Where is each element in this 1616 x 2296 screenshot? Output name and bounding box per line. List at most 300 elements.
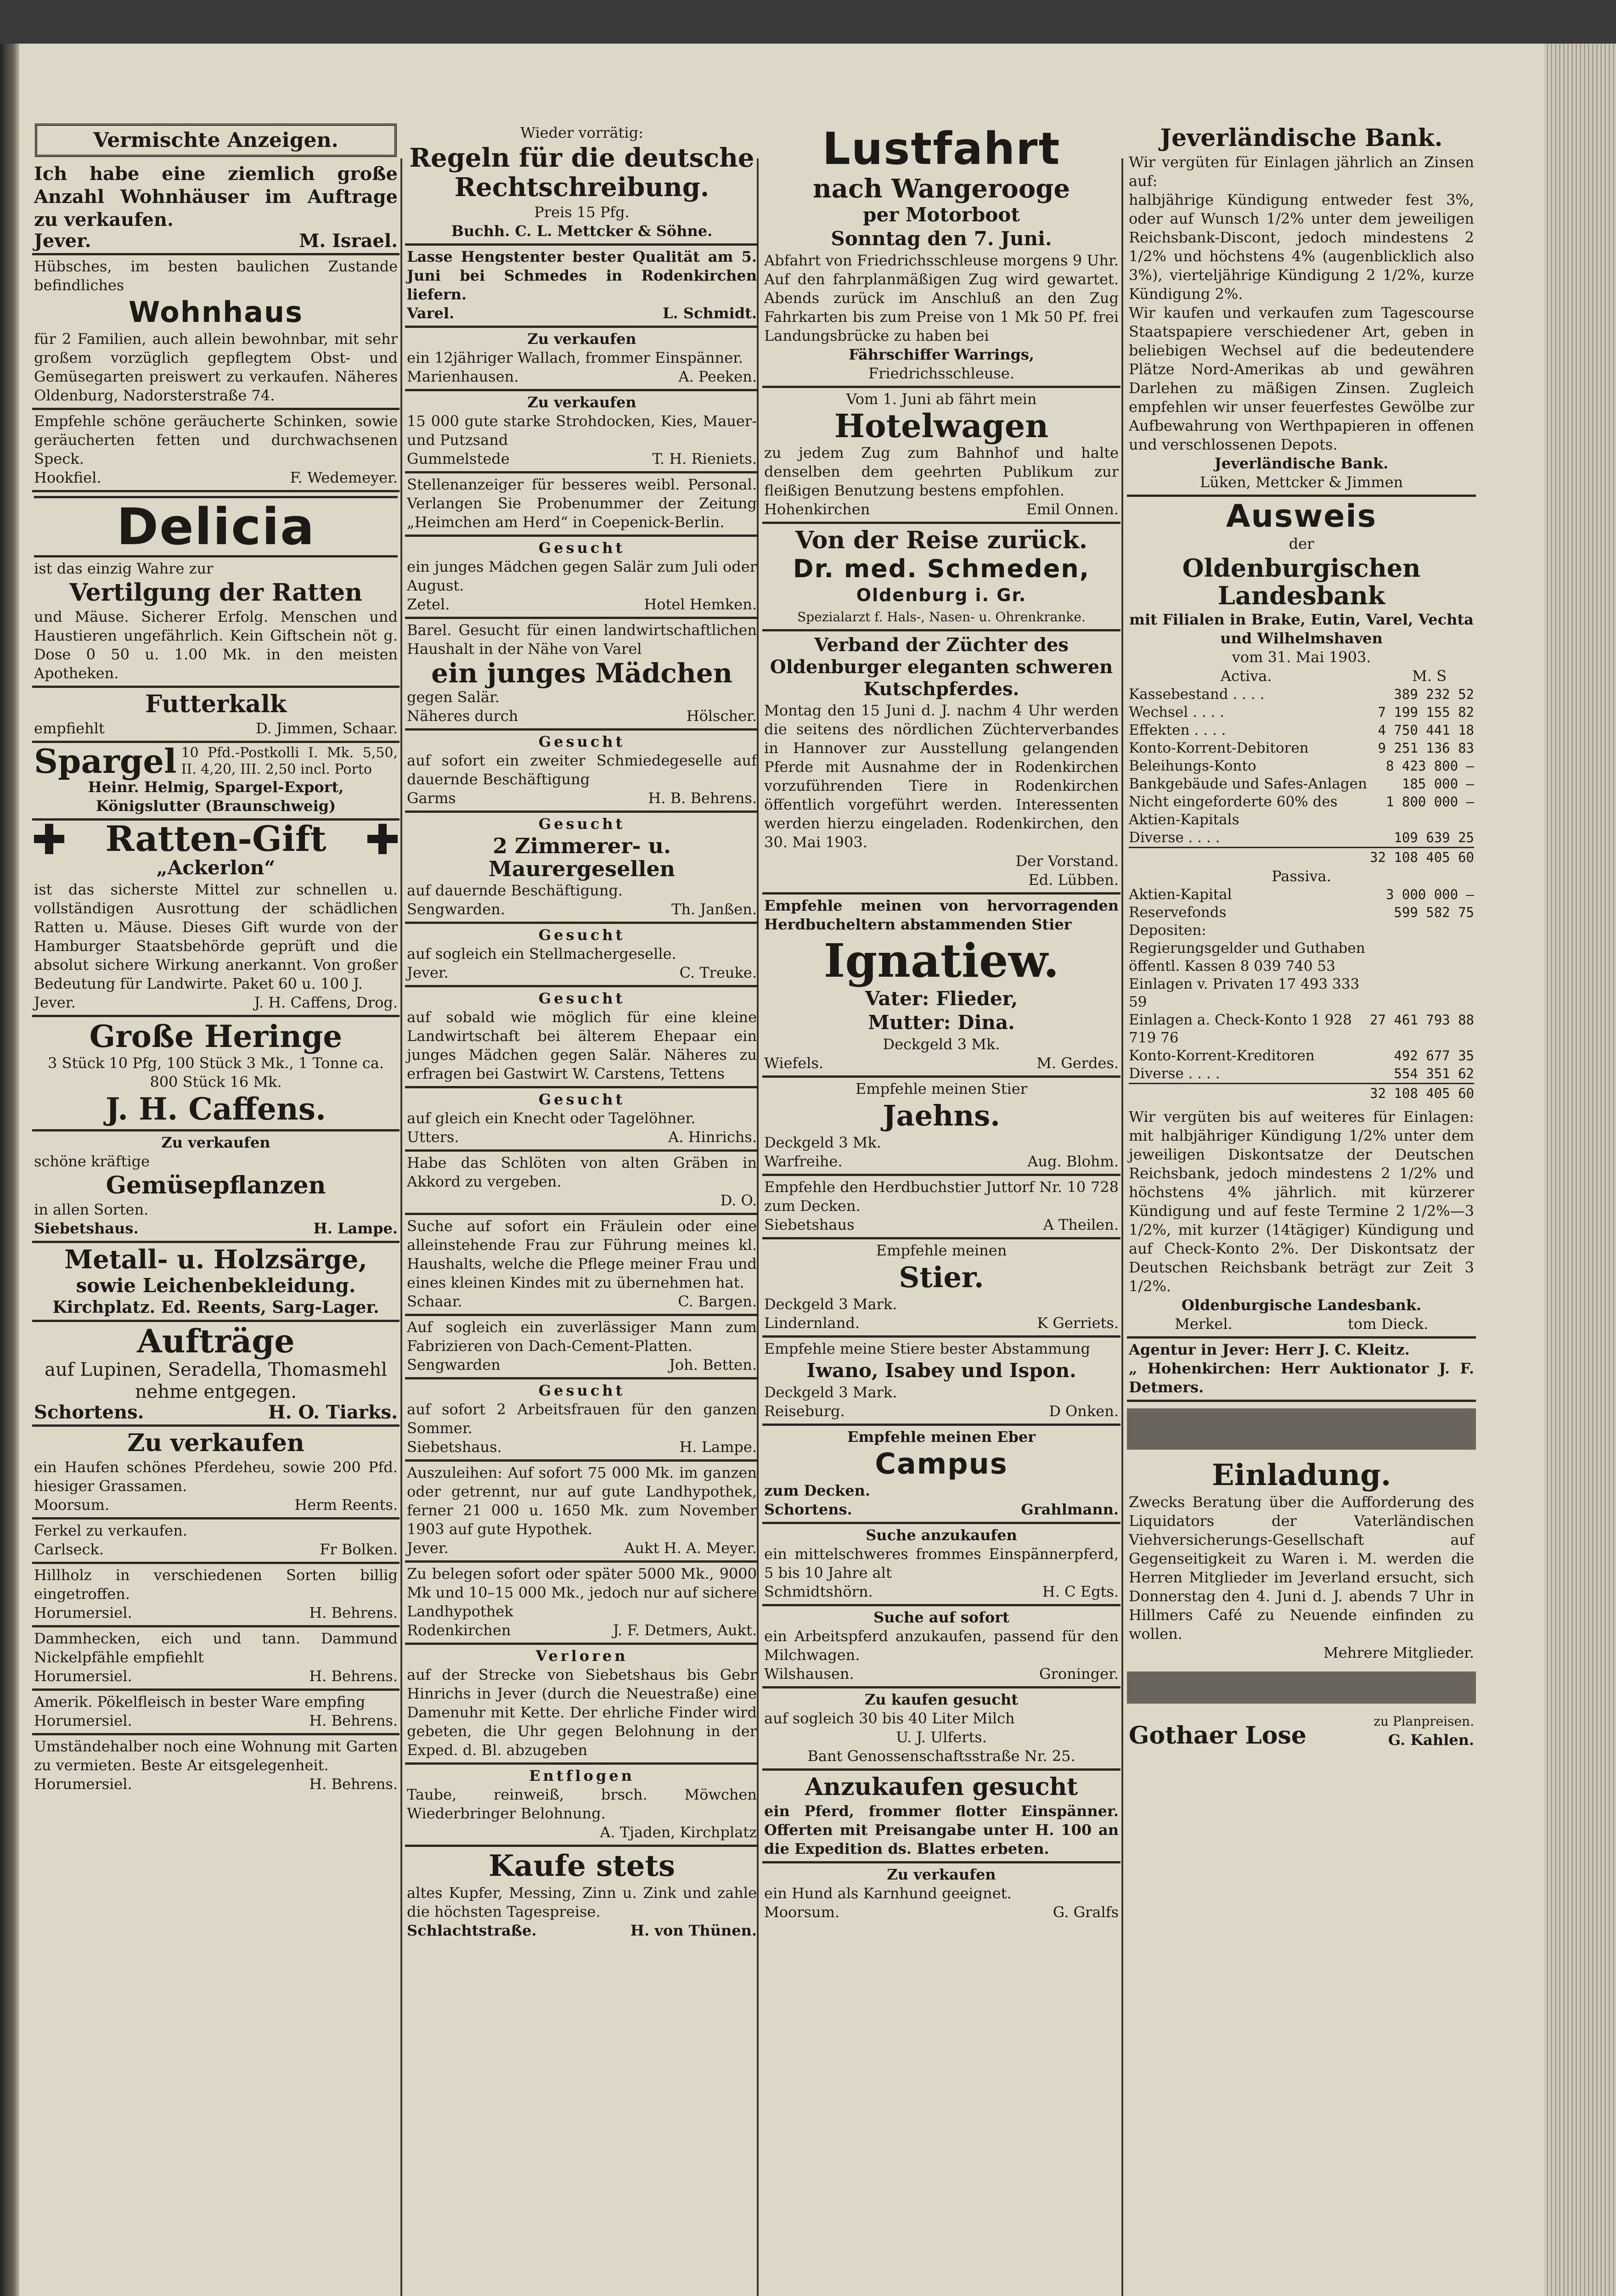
ad-text: Auf sogleich ein zuverlässiger Mann zum Fabrizieren von Dach-Cement-Platten. (407, 1318, 757, 1355)
row-value: 554 351 62 (1394, 1066, 1474, 1081)
ad-headline: Anzukaufen gesucht (805, 1773, 1078, 1801)
ad-headline: Jaehns. (883, 1099, 1000, 1132)
ad-signature: Th. Janßen. (671, 900, 757, 918)
ad-text: ein Pferd, frommer flotter Einspänner. Offerten mit Preisangabe unter H. 100 an die Expedition ds. Blattes erbeten. (764, 1802, 1119, 1857)
ad-intro: Empfehle meinen von hervorragenden Herdbucheltern abstammenden Stier (764, 897, 1119, 933)
ad-text: auf sogleich ein Stellmachergeselle. (407, 945, 676, 962)
ad-text: Habe das Schlöten von alten Gräben in Akkord zu vergeben. (407, 1154, 757, 1190)
ad-place: Utters. (407, 1128, 459, 1146)
ad-signature: Merkel. (1175, 1315, 1233, 1333)
row-value (1370, 922, 1474, 940)
column-3 (762, 122, 1121, 2296)
ad-headline: Gesucht (538, 990, 625, 1007)
ad-auftraege (32, 1322, 400, 1427)
row-label: Diverse . . . . (1129, 829, 1220, 846)
ad-jaehns (762, 1078, 1121, 1176)
ad-ratten-gift (32, 821, 400, 1017)
ad-text: auf sobald wie möglich für eine kleine Landwirtschaft bei älterem Ehepaar ein junges Mädchen gegen Salär. Näheres zu erfragen bei Gastwirt W. Carstens, Tettens (407, 1008, 757, 1082)
ad-text: 15 000 gute starke Strohdocken, Kies, Mauer- und Putzsand (407, 412, 757, 449)
ad-signature: H. von Thünen. (630, 1922, 757, 1939)
ad-place: Moorsum. (764, 1903, 840, 1921)
ad-iwano (762, 1338, 1121, 1426)
row-value: 7 199 155 82 (1378, 704, 1474, 720)
ad-signature: H. C Egts. (1042, 1583, 1119, 1600)
ad-headline: Gesucht (538, 539, 625, 557)
ad-headline: Stier. (899, 1261, 984, 1294)
ad-headline: Delicia (34, 496, 398, 557)
table-row (1129, 739, 1474, 757)
ad-headline: Gothaer Lose (1129, 1722, 1306, 1750)
ad-text: gegen Salär. (407, 688, 500, 706)
ad-signature: Kirchplatz. Ed. Reents, Sarg-Lager. (52, 1298, 379, 1317)
ad-place: Wiefels. (764, 1054, 824, 1072)
ad-headline: Ausweis (1226, 498, 1377, 535)
row-label: Regierungsgelder und Guthaben öffentl. Kassen 8 039 740 53 (1129, 940, 1365, 974)
ad-lustfahrt (762, 122, 1121, 388)
ad-text: auf der Strecke von Siebetshaus bis Gebr Hinrichs in Jever (durch die Neuestraße) eine Damenuhr mit Kette. Der ehrliche Finder wird gebeten, die Uhr gegen Belohnung in der Exped. d. Bl. abzugeben (407, 1666, 757, 1759)
ad-ferkel (32, 1519, 400, 1564)
divider-bar (1127, 1408, 1476, 1450)
ad-text: in allen Sorten. (34, 1201, 149, 1218)
row-label: Wechsel . . . . (1129, 704, 1225, 720)
ad-text: Wir vergüten bis auf weiteres für Einlagen: mit halbjähriger Kündigung 1/2% unter dem jeweiligen Diskontsatze der Deutschen Reichsbank, jedoch mindestens 2 1/2% und höchstens 4% jährlich. mit kürzerer Kündigung und auf feste Termine 2 1/2%—3 1/2%, mit kurzer (14tägiger) Kündigung und auf Check-Konto 2%. Der Diskontsatz der Deutschen Reichsbank beträgt zur Zeit 3 1/2%. (1129, 1108, 1474, 1295)
ad-signature: F. Wedemeyer. (290, 469, 398, 486)
ad-headline: Wohnhaus (128, 295, 304, 329)
ad-place: Jever. (407, 964, 449, 981)
ad-intro: Empfehle meinen Stier (855, 1080, 1027, 1097)
ad-text: Wir kaufen und verkaufen zum Tagescourse Staatspapiere verschiedener Art, geben in beliebigen Wechsel auf die bedeutendere Plätze Nord-Amerikas ab und gewähren Darlehen zu mäßigen Zinsen. Zugleich empfehlen wir unser feuerfestes Gewölbe zur Aufbewahrung von Werthpapieren in offenen und verschlossenen Depots. (1129, 304, 1474, 453)
ad-signature-place: Friedrichsschleuse. (868, 365, 1014, 382)
ad-place: Hohenkirchen (764, 501, 870, 518)
table-row (1129, 886, 1474, 904)
ad-place: Wilshausen. (764, 1665, 854, 1683)
ad-signature: D Onken. (1049, 1402, 1119, 1420)
row-label: Nicht eingeforderte 60% des Aktien-Kapitals (1129, 793, 1338, 828)
ad-intro: ist das einzig Wahre zur (34, 560, 214, 577)
ad-entflogen (405, 1765, 759, 1847)
row-label: Aktien-Kapital (1129, 886, 1232, 903)
passiva-total: 32 108 405 60 (1129, 1083, 1474, 1103)
ad-text: Empfehle meine Stiere bester Abstammung (764, 1340, 1090, 1357)
ad-signature: Fährschiffer Warrings, (849, 346, 1034, 363)
ad-intro: der (1289, 535, 1314, 552)
ad-text: Empfehle den Herdbuchstier Juttorf Nr. 10 728 zum Decken. (764, 1178, 1119, 1215)
ad-signature: H. Behrens. (309, 1667, 398, 1685)
ad-text: Zwecks Beratung über die Aufforderung des Liquidators der Vaterländischen Viehversicherungs-Gesellschaft auf Gegenseitigkeit zu Waren i. M. werden die Herren Mitglieder im Jeverland ersucht, sich Donnerstag den 4. Juni d. J. abends 7 Uhr in Hillmers Café zu Neuende einfinden zu wollen. (1129, 1493, 1474, 1643)
ad-headline: Zu verkaufen (127, 1429, 304, 1457)
row-label: Kassebestand . . . . (1129, 686, 1265, 703)
ad-signature-place: Königslutter (Braunschweig) (96, 797, 336, 815)
ad-text: Auszuleihen: Auf sofort 75 000 Mk. im ganzen oder getrennt, nur auf gute Landhypothek, ferner 21 000 u. 1650 Mk. zum November 1903 auf gute Hypothek. (407, 1464, 757, 1538)
ad-agentur (1127, 1339, 1476, 1402)
ad-text: ein 12jähriger Wallach, frommer Einspänner. (407, 349, 743, 366)
table-caption: Passiva. (1272, 867, 1331, 885)
ad-signature: H. Behrens. (309, 1775, 398, 1793)
column-2 (405, 122, 759, 2296)
ad-einladung (1127, 1456, 1476, 1665)
ad-signature: U. J. Ulferts. (896, 1728, 987, 1746)
ad-zuechterverband (762, 631, 1121, 895)
ad-ausweis-landesbank (1127, 497, 1476, 1339)
ad-hotelwagen (762, 388, 1121, 524)
activa-table (1129, 686, 1474, 847)
ad-text: Amerik. Pökelfleisch in bester Ware empfing (34, 1693, 366, 1711)
ad-cement-platten (405, 1316, 759, 1379)
row-label: Konto-Korrent-Kreditoren (1129, 1047, 1315, 1064)
ad-signature: H. Lampe. (313, 1220, 398, 1237)
ad-dr-schmeden (762, 524, 1121, 631)
ad-headline: Lustfahrt (822, 123, 1061, 174)
ad-place: Reiseburg. (764, 1402, 845, 1420)
ad-subheadline: sowie Leichenbekleidung. (76, 1274, 356, 1297)
ad-place: Jever. (407, 1539, 449, 1557)
ad-signature: Jeverländische Bank. (1214, 455, 1389, 472)
ad-headline: ein junges Mädchen (431, 658, 732, 689)
ad-jeverlaendische-bank (1127, 122, 1476, 497)
column-rule (1121, 158, 1123, 2296)
ad-campus (762, 1426, 1121, 1524)
ad-place: Sengwarden. (407, 900, 505, 918)
ad-intro: Näheres durch (407, 707, 518, 725)
ad-headline: Gesucht (538, 926, 625, 944)
ad-signature: M. Israel. (299, 230, 398, 252)
ad-text: Lasse Hengstenter bester Qualität am 5. Juni bei Schmedes in Rodenkirchen liefern. (407, 248, 757, 303)
ad-headline: Ignatiew. (823, 934, 1059, 988)
page-gutter-left (0, 44, 19, 2296)
ad-text: zum Decken. (764, 1482, 870, 1499)
ad-headline: Aufträge (137, 1322, 295, 1360)
ad-signature: Hotel Hemken. (644, 596, 757, 613)
ad-subheadline: nach Wangerooge (812, 174, 1070, 204)
ad-schinken (32, 410, 400, 492)
ad-knecht (405, 1088, 759, 1152)
ad-intro: Wieder vorrätig: (520, 124, 643, 141)
row-label: Effekten . . . . (1129, 722, 1226, 738)
ad-place: Schmidtshörn. (764, 1583, 873, 1600)
row-label: Konto-Korrent-Debitoren (1129, 740, 1309, 756)
ad-text: Ich habe eine ziemlich große Anzahl Wohnhäuser im Auftrage zu verkaufen. (34, 163, 398, 231)
ad-text: Spezialarzt f. Hals-, Nasen- u. Ohrenkranke. (797, 609, 1086, 625)
ad-signature: T. H. Rieniets. (652, 450, 757, 467)
ad-place: Warfreihe. (764, 1153, 843, 1170)
column-1 (32, 122, 400, 2296)
ad-place: Garms (407, 789, 456, 807)
ad-place: Rodenkirchen (407, 1621, 511, 1639)
ad-stier (762, 1239, 1121, 1338)
row-label: Beleihungs-Konto (1129, 758, 1256, 774)
ad-signature-place: Bant Genossenschaftsstraße Nr. 25. (807, 1747, 1075, 1765)
table-row (1129, 1011, 1474, 1047)
ad-text: ein junges Mädchen gegen Salär zum Juli oder August. (407, 558, 757, 594)
ad-signature: H. Behrens. (309, 1712, 398, 1729)
ad-text: auf gleich ein Knecht oder Tagelöhner. (407, 1109, 696, 1127)
ad-pferdeheu (32, 1427, 400, 1519)
ad-schmiedegeselle (405, 731, 759, 813)
ad-text: Stellenanzeiger für besseres weibl. Personal. Verlangen Sie Probenummer der Zeitung „Heimchen am Herd“ in Coepenick-Berlin. (407, 476, 757, 531)
table-row (1129, 975, 1474, 1011)
ad-text: halbjährige Kündigung entweder fest 3%, oder auf Wunsch 1/2% unter dem jeweiligen Reichsbank-Discont, jedoch mindestens 2 1/2% und höchstens 4% (augenblicklich also 3%), vierteljährige Kündigung 2 1/2%, kurze Kündigung 2%. (1129, 191, 1474, 303)
ad-place: Siebetshaus. (34, 1220, 139, 1237)
ad-text: auf sofort 2 Arbeitsfrauen für den ganzen Sommer. (407, 1401, 757, 1437)
ad-graeben (405, 1152, 759, 1215)
ad-signature: D. O. (720, 1192, 757, 1209)
ad-line: Agentur in Jever: Herr J. C. Kleitz. (1129, 1341, 1410, 1358)
ad-milch (762, 1688, 1121, 1771)
ad-text: auf sofort ein zweiter Schmiedegeselle auf dauernde Beschäftigung (407, 752, 757, 788)
ad-headline: Zu verkaufen (527, 394, 636, 411)
section-title-frame (35, 124, 397, 157)
ad-text: 3 Stück 10 Pfg, 100 Stück 3 Mk., 1 Tonne ca. 800 Stück 16 Mk. (48, 1054, 384, 1091)
row-value: 389 232 52 (1394, 687, 1474, 702)
ad-heringe (32, 1017, 400, 1131)
ad-headline: Gesucht (538, 733, 625, 750)
ad-text: zu Planpreisen. (1374, 1714, 1474, 1729)
ad-strohdocken (405, 391, 759, 473)
ad-text: ein Arbeitspferd anzukaufen, passend für den Milchwagen. (764, 1627, 1119, 1664)
row-value (1370, 975, 1474, 1011)
ad-signature: A. Peeken. (678, 368, 757, 385)
ad-headline: Gemüsepflanzen (106, 1171, 326, 1199)
ad-signature: A. Hinrichs. (668, 1128, 757, 1146)
ad-price: Preis 15 Pfg. (534, 203, 630, 221)
ad-place: Marienhausen. (407, 368, 519, 385)
table-caption: Activa. (1221, 667, 1272, 685)
ad-place: Horumersiel. (34, 1712, 132, 1729)
ad-futterkalk (32, 688, 400, 743)
ad-saerge (32, 1243, 400, 1322)
ad-signature: tom Dieck. (1348, 1315, 1428, 1333)
ad-text: 10 Pfd.-Postkolli I. Mk. 5,50, II. 4,20, III. 2,50 incl. Porto (181, 745, 398, 777)
ad-intro: Empfehle meinen Eber (847, 1428, 1036, 1446)
ad-place: Schlachtstraße. (407, 1922, 537, 1939)
ad-line: Deckgeld 3 Mark. (764, 1295, 897, 1313)
ad-signature: J. F. Detmers, Aukt. (613, 1621, 757, 1639)
ad-headline: Verband der Züchter des Oldenburger eleganten schweren Kutschpferdes. (770, 634, 1113, 700)
ad-zu-belegen (405, 1563, 759, 1645)
table-row (1129, 721, 1474, 739)
ad-stellenanzeiger (405, 473, 759, 537)
row-value: 4 750 441 18 (1378, 722, 1474, 738)
cross-icon (367, 824, 398, 854)
ad-auszuleihen (405, 1462, 759, 1563)
ad-signature: H. Lampe. (679, 1438, 757, 1456)
ad-text: Zu belegen sofort oder später 5000 Mk., 9000 Mk und 10–15 000 Mk., jedoch nur auf sichere Landhypothek (407, 1565, 757, 1620)
column-rule (400, 158, 402, 2296)
ad-intro: schöne kräftige (34, 1153, 150, 1170)
row-value: 3 000 000 — (1385, 887, 1474, 902)
ad-hund (762, 1863, 1121, 1925)
ad-text: Taube, reinweiß, brsch. Möwchen Wiederbringer Belohnung. (407, 1786, 757, 1822)
ad-signature: Buchh. C. L. Mettcker & Söhne. (451, 222, 713, 240)
section-title: Vermischte Anzeigen. (93, 129, 338, 152)
ad-signature: H. B. Behrens. (648, 789, 757, 807)
cross-icon (34, 824, 64, 854)
row-value: 492 677 35 (1394, 1048, 1474, 1064)
ad-signature: J. H. Caffens. (106, 1091, 326, 1127)
ad-date: Sonntag den 7. Juni. (831, 227, 1052, 250)
ad-text: ein mittelschweres frommes Einspännerpferd, 5 bis 10 Jahre alt (764, 1545, 1119, 1581)
passiva-table (1129, 886, 1474, 1083)
row-value: 9 251 136 83 (1378, 740, 1474, 756)
ad-ignatiew (762, 895, 1121, 1078)
ad-text: Umständehalber noch eine Wohnung mit Garten zu vermieten. Beste Ar eitsgelegenheit. (34, 1738, 398, 1774)
table-row (1129, 1047, 1474, 1065)
ad-place: Horumersiel. (34, 1604, 132, 1621)
row-label: Einlagen v. Privaten 17 493 333 59 (1129, 976, 1360, 1010)
ad-line: „ Hohenkirchen: Herr Auktionator J. F. Detmers. (1129, 1360, 1474, 1396)
ad-signature: Grahlmann. (1021, 1501, 1119, 1518)
ad-place: Horumersiel. (34, 1667, 132, 1685)
ad-product-name: „Ackerlon“ (156, 856, 276, 879)
ad-place: Jever. (34, 994, 76, 1011)
row-label: Bankgebäude und Safes-Anlagen (1129, 776, 1367, 792)
row-value: 27 461 793 88 (1370, 1012, 1474, 1028)
ad-headline: Kaufe stets (488, 1849, 676, 1883)
ad-headline: Jeverländische Bank. (1160, 124, 1443, 152)
ad-signature: Heinr. Helmig, Spargel-Export, (88, 778, 344, 796)
ad-signature: Emil Onnen. (1026, 501, 1119, 518)
column-4 (1127, 122, 1476, 2296)
ad-stellmacher (405, 924, 759, 987)
ad-arbeitspferd (762, 1606, 1121, 1688)
ad-signature: C. Bargen. (678, 1293, 757, 1310)
ad-signature: Ed. Lübben. (1028, 871, 1119, 889)
table-row (1129, 904, 1474, 922)
ad-verloren (405, 1645, 759, 1765)
ad-place: Lindernland. (764, 1314, 860, 1332)
ad-gothaer-lose (1127, 1710, 1476, 1752)
ad-signature: L. Schmidt. (663, 304, 757, 322)
newspaper-page (19, 44, 1544, 2296)
ad-headline: Futterkalk (145, 690, 287, 718)
ad-subheadline: 2 Zimmerer- u. Maurergesellen (488, 833, 676, 881)
ad-signature: Lüken, Mettcker & Jimmen (1199, 473, 1403, 491)
ad-hengstenter (405, 246, 759, 328)
ad-line: Deckgeld 3 Mark. (764, 1384, 897, 1401)
ad-text: Ferkel zu verkaufen. (34, 1522, 188, 1539)
ad-line: Mutter: Dina. (868, 1011, 1015, 1034)
row-label: Depositen: (1129, 922, 1206, 939)
row-value: 109 639 25 (1394, 830, 1474, 845)
ad-headline: Ratten-Gift (105, 821, 327, 859)
ad-gemuesepflanzen (32, 1131, 400, 1243)
ad-place: Siebetshaus. (407, 1438, 502, 1456)
ad-text: ein Haufen schönes Pferdeheu, sowie 200 Pfd. hiesiger Grassamen. (34, 1458, 398, 1495)
row-label: Einlagen a. Check-Konto 1 928 719 76 (1129, 1012, 1352, 1046)
table-row (1129, 686, 1474, 703)
table-row (1129, 793, 1474, 829)
ad-text: altes Kupfer, Messing, Zinn u. Zink und zahle die höchsten Tagespreise. (407, 1884, 757, 1920)
ad-place: Gummelstede (407, 450, 510, 467)
ad-place: Jever. (34, 230, 91, 252)
ad-subheadline: Oldenburgischen Landesbank (1182, 553, 1421, 610)
ad-line: Deckgeld 3 Mk. (883, 1035, 1000, 1053)
ad-intro: Empfehle meinen (876, 1242, 1007, 1259)
table-row (1129, 757, 1474, 775)
ad-headline: Zu verkaufen (887, 1866, 996, 1883)
ad-headline: Von der Reise zurück. (795, 526, 1087, 554)
ad-text: zu jedem Zug zum Bahnhof und halte denselben dem geehrten Publikum zur fleißigen Benutzung bestens empfohlen. (764, 444, 1119, 499)
ad-intro: empfiehlt (34, 720, 105, 737)
ad-signature: Mehrere Mitglieder. (1323, 1644, 1474, 1661)
ad-headline: Campus (875, 1447, 1008, 1480)
ad-place: Oldenburg i. Gr. (856, 585, 1027, 605)
table-row (1129, 775, 1474, 793)
ad-place: Schortens. (764, 1501, 852, 1518)
ad-signature: A Theilen. (1043, 1216, 1119, 1233)
ad-doctor-name: Dr. med. Schmeden, (793, 554, 1090, 583)
ad-headline: Einladung. (1211, 1458, 1391, 1492)
divider-bar (1127, 1671, 1476, 1704)
ad-place: Moorsum. (34, 1496, 110, 1514)
ad-einspaennerpferd (762, 1524, 1121, 1606)
ad-line: Vater: Flieder, (865, 987, 1018, 1010)
ad-dammhecken (32, 1627, 400, 1691)
ad-headline: Gesucht (538, 1091, 625, 1108)
ad-headline: Suche auf sofort (873, 1609, 1009, 1626)
ad-place: Zetel. (407, 596, 450, 613)
ad-signature: A. Tjaden, Kirchplatz (600, 1823, 757, 1841)
ad-text: und Mäuse. Sicherer Erfolg. Menschen und Haustieren ungefährlich. Kein Giftschein nöt g. Dose 0 50 u. 1.00 Mk. in den meisten Apotheken. (34, 608, 398, 682)
ad-text: Montag den 15 Juni d. J. nachm 4 Uhr werden die seitens des nördlichen Züchterverbandes in Hannover zur Ausstellung gelangenden Pferde mit Ausnahme der in Rodenkirchen vorzuführenden Tiere in Rodenkirchen öffentlich vorgeführt werden. Interessenten werden hierzu eingeladen. Rodenkirchen, den 30. Mai 1903. (764, 702, 1119, 851)
ad-place: Schaar. (407, 1293, 462, 1310)
ad-wohnhaus (32, 255, 400, 410)
ad-headline: Zu kaufen gesucht (864, 1691, 1018, 1708)
ad-place: Carlseck. (34, 1541, 104, 1558)
ad-text: auf dauernde Beschäftigung. (407, 882, 623, 899)
row-value: 599 582 75 (1394, 905, 1474, 920)
ad-headline: Große Heringe (89, 1019, 343, 1054)
ad-place: Sengwarden (407, 1356, 501, 1373)
ad-intro: Hübsches, im besten baulichen Zustande befindliches (34, 258, 398, 294)
ad-signature: H. Behrens. (309, 1604, 398, 1621)
ad-signature: M. Gerdes. (1036, 1054, 1119, 1072)
ad-poekelfleisch (32, 1691, 400, 1735)
ad-headline: Gesucht (538, 1382, 625, 1399)
ad-headline: Gesucht (538, 815, 625, 833)
ad-place: Horumersiel. (34, 1775, 132, 1793)
ad-signature: Fr Bolken. (320, 1541, 398, 1558)
ad-date: vom 31. Mai 1903. (1232, 648, 1371, 666)
ad-delicia (32, 492, 400, 688)
ad-subheadline: Vertilgung der Ratten (69, 579, 362, 607)
ad-juttorf (762, 1176, 1121, 1239)
ad-headline: Spargel (34, 743, 177, 781)
ad-signature: G. Gralfs (1053, 1903, 1119, 1921)
ad-subheadline: per Motorboot (863, 203, 1020, 226)
ad-gesucht-maedchen-zetel (405, 537, 759, 619)
ad-signature: Der Vorstand. (1015, 852, 1119, 870)
ad-landwirtschaft-maedchen (405, 987, 759, 1088)
ad-arbeitsfrauen (405, 1379, 759, 1462)
ad-text: auf Lupinen, Seradella, Thomasmehl nehme entgegen. (45, 1359, 387, 1402)
ad-line: Deckgeld 3 Mk. (764, 1134, 882, 1151)
ad-zimmerer (405, 813, 759, 924)
row-value (1370, 940, 1474, 975)
ad-signature: G. Kahlen. (1388, 1731, 1474, 1749)
ad-signature: Aukt H. A. Meyer. (624, 1539, 757, 1557)
table-row (1129, 1065, 1474, 1083)
ad-signature: Herm Reents. (294, 1496, 398, 1514)
table-row (1129, 703, 1474, 721)
row-value: 1 800 000 — (1385, 794, 1474, 810)
ad-hillholz (32, 1564, 400, 1627)
ad-junges-maedchen-varel (405, 619, 759, 731)
ad-kaufe-stets (405, 1847, 759, 1943)
ad-wohnhaeuser (32, 161, 400, 255)
ad-signature: Joh. Betten. (669, 1356, 757, 1373)
ad-text: Barel. Gesucht für einen landwirtschaftlichen Haushalt in der Nähe von Varel (407, 621, 757, 658)
